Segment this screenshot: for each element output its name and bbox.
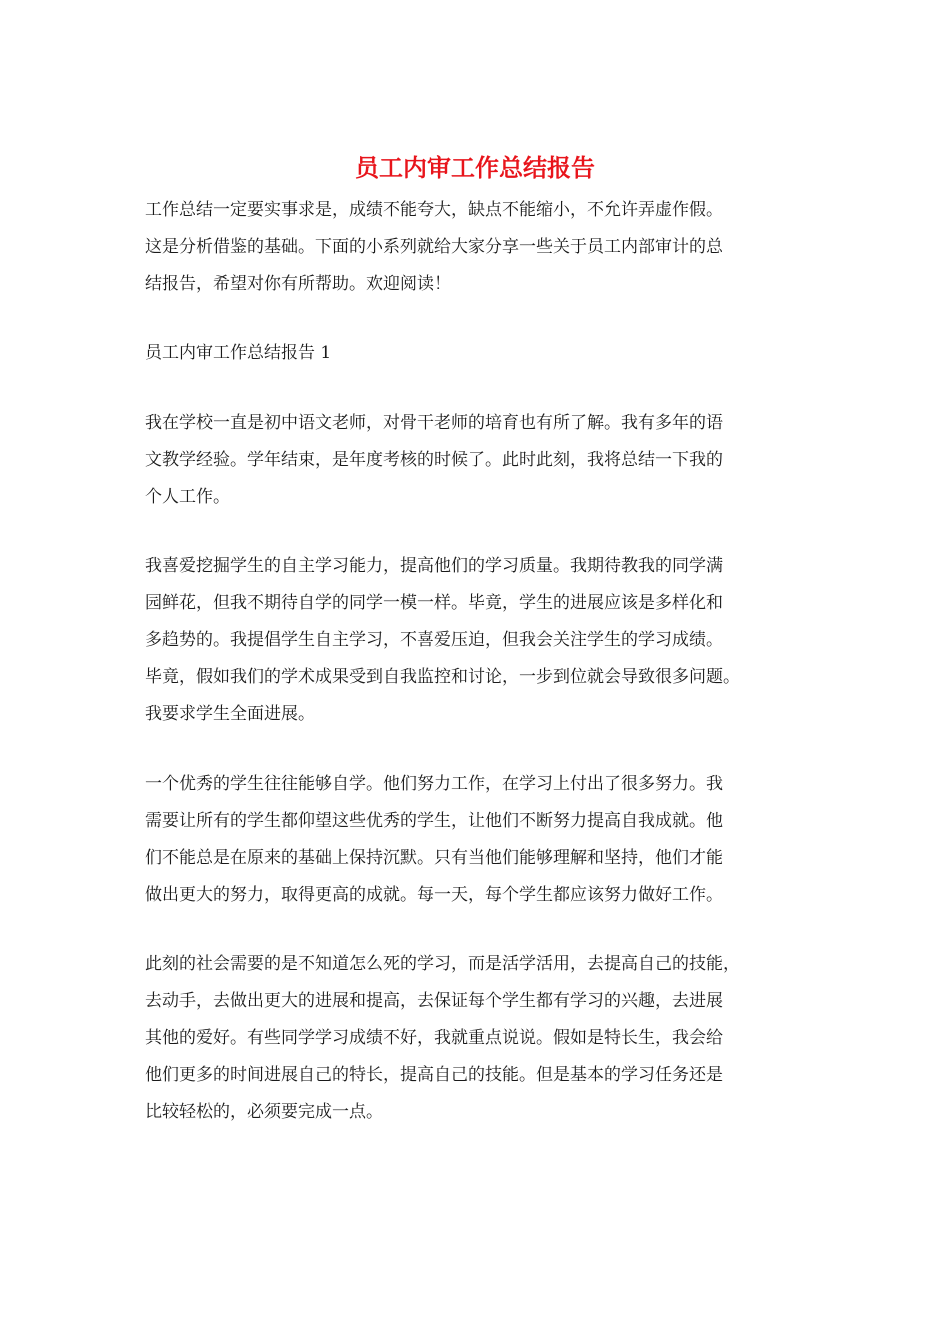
paragraph-line: 个人工作。 [145, 487, 230, 507]
body-paragraph-4 [145, 946, 810, 1131]
body-paragraph-1 [145, 405, 810, 516]
paragraph-line: 需要让所有的学生都仰望这些优秀的学生，让他们不断努力提高自我成就。他 [145, 811, 723, 831]
paragraph-line: 此刻的社会需要的是不知道怎么死的学习，而是活学活用，去提高自己的技能， [145, 954, 740, 974]
paragraph-line: 去动手，去做出更大的进展和提高，去保证每个学生都有学习的兴趣，去进展 [145, 991, 723, 1011]
paragraph-line: 我在学校一直是初中语文老师，对骨干老师的培育也有所了解。我有多年的语 [145, 413, 723, 433]
paragraph-line: 文教学经验。学年结束，是年度考核的时候了。此时此刻，我将总结一下我的 [145, 450, 723, 470]
section-heading-text: 员工内审工作总结报告 1 [145, 343, 332, 363]
section-heading [145, 335, 810, 372]
paragraph-line: 其他的爱好。有些同学学习成绩不好，我就重点说说。假如是特长生，我会给 [145, 1028, 723, 1048]
paragraph-line: 他们更多的时间进展自己的特长，提高自己的技能。但是基本的学习任务还是 [145, 1065, 723, 1085]
intro-paragraph [145, 192, 810, 303]
document-title: 员工内审工作总结报告 [355, 153, 595, 182]
paragraph-line: 多趋势的。我提倡学生自主学习，不喜爱压迫，但我会关注学生的学习成绩。 [145, 630, 723, 650]
paragraph-line: 我要求学生全面进展。 [145, 704, 315, 724]
paragraph-line: 毕竟，假如我们的学术成果受到自我监控和讨论，一步到位就会导致很多问题。 [145, 667, 740, 687]
paragraph-line: 做出更大的努力，取得更高的成就。每一天，每个学生都应该努力做好工作。 [145, 885, 723, 905]
intro-line: 工作总结一定要实事求是，成绩不能夸大，缺点不能缩小，不允许弄虚作假。 [145, 200, 723, 220]
paragraph-line: 们不能总是在原来的基础上保持沉默。只有当他们能够理解和坚持，他们才能 [145, 848, 723, 868]
intro-line: 结报告，希望对你有所帮助。欢迎阅读！ [145, 274, 451, 294]
body-paragraph-2 [145, 548, 810, 733]
body-paragraph-3 [145, 766, 810, 914]
intro-line: 这是分析借鉴的基础。下面的小系列就给大家分享一些关于员工内部审计的总 [145, 237, 723, 257]
paragraph-line: 园鲜花，但我不期待自学的同学一模一样。毕竟，学生的进展应该是多样化和 [145, 593, 723, 613]
paragraph-line: 比较轻松的，必须要完成一点。 [145, 1102, 383, 1122]
paragraph-line: 我喜爱挖掘学生的自主学习能力，提高他们的学习质量。我期待教我的同学满 [145, 556, 723, 576]
paragraph-line: 一个优秀的学生往往能够自学。他们努力工作，在学习上付出了很多努力。我 [145, 774, 723, 794]
